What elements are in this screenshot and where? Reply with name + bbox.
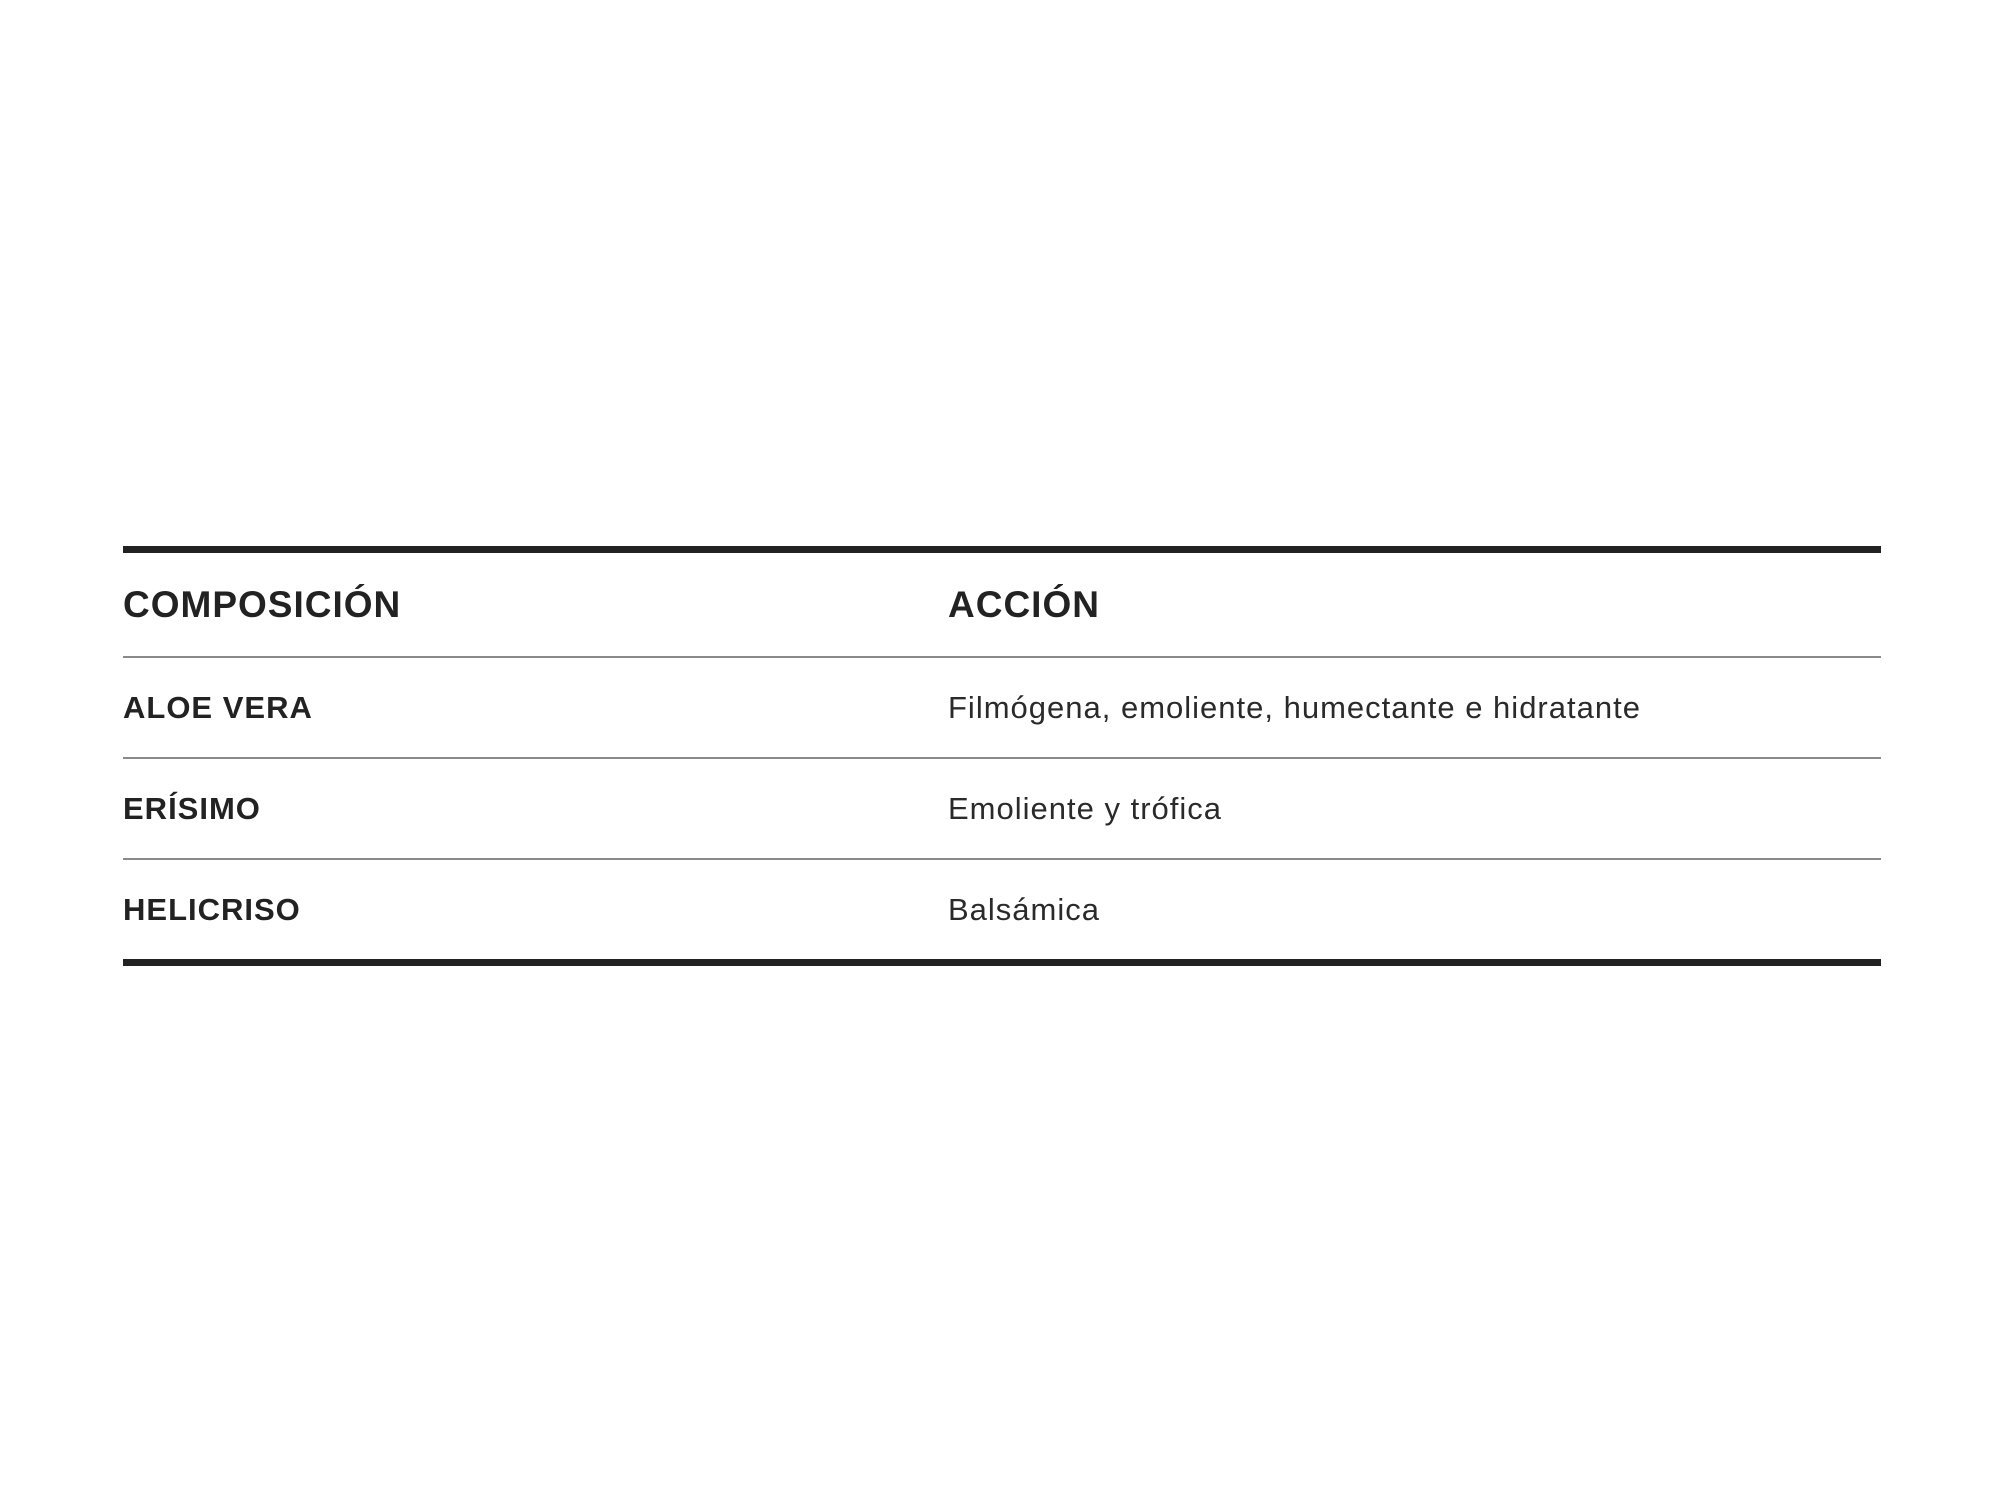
header-row <box>123 550 1881 658</box>
ingredient-name: HELICRISO <box>123 891 301 927</box>
table-body <box>123 657 1881 963</box>
ingredient-action: Balsámica <box>948 891 1100 927</box>
header-accion: ACCIÓN <box>948 583 1100 625</box>
header-composicion: COMPOSICIÓN <box>123 583 402 625</box>
ingredient-name: ERÍSIMO <box>123 790 261 826</box>
ingredient-action: Emoliente y trófica <box>948 790 1222 826</box>
ingredient-name: ALOE VERA <box>123 689 313 725</box>
table-row <box>123 758 1881 859</box>
table-row <box>123 859 1881 963</box>
table-header <box>123 550 1881 658</box>
composition-table-container <box>123 546 1881 966</box>
table-row <box>123 657 1881 758</box>
ingredient-action: Filmógena, emoliente, humectante e hidratante <box>948 689 1641 725</box>
composition-table <box>123 546 1881 966</box>
